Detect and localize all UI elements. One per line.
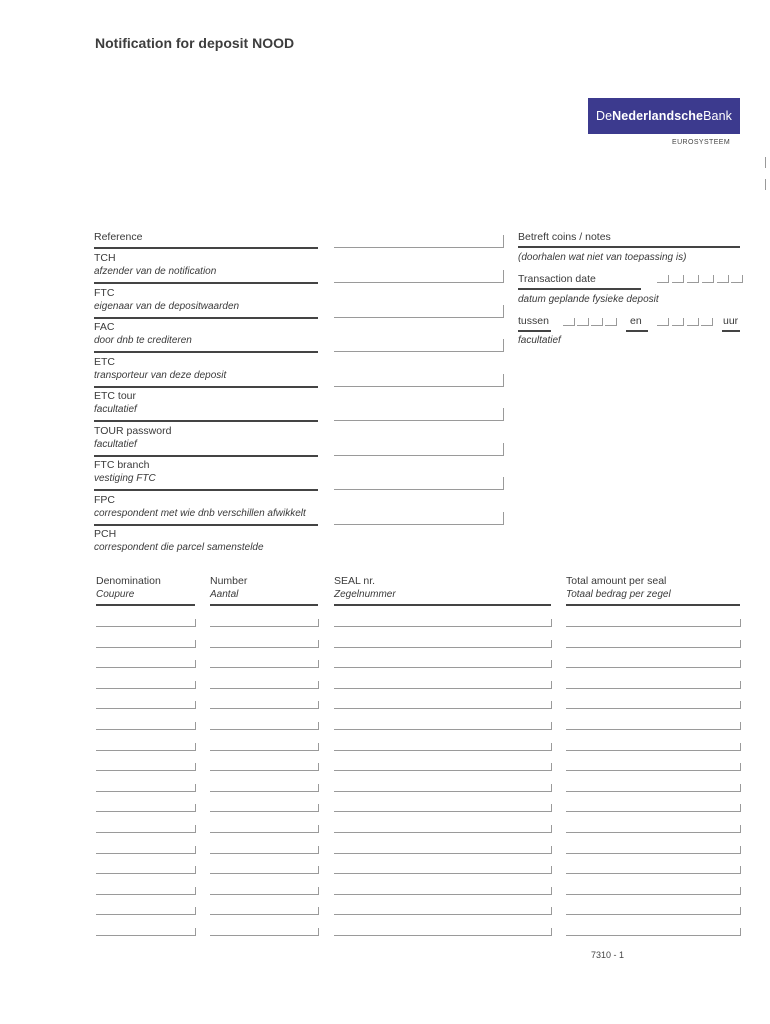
table-cell-input[interactable] bbox=[566, 825, 741, 833]
field-rule bbox=[94, 282, 318, 284]
page-title: Notification for deposit NOOD bbox=[95, 35, 295, 51]
time-digit-box[interactable] bbox=[605, 318, 617, 326]
table-cell-input[interactable] bbox=[96, 804, 196, 812]
field-rule bbox=[94, 489, 318, 491]
input-field[interactable] bbox=[334, 443, 504, 456]
date-digit-box[interactable] bbox=[717, 275, 729, 283]
field-rule bbox=[94, 524, 318, 526]
field-sublabel: facultatief bbox=[94, 404, 137, 415]
time-digit-box[interactable] bbox=[577, 318, 589, 326]
column-header: Denomination bbox=[96, 575, 161, 587]
field-sublabel: vestiging FTC bbox=[94, 473, 156, 484]
date-digit-box[interactable] bbox=[687, 275, 699, 283]
table-cell-input[interactable] bbox=[96, 784, 196, 792]
table-cell-input[interactable] bbox=[210, 701, 319, 709]
table-cell-input[interactable] bbox=[566, 660, 741, 668]
table-cell-input[interactable] bbox=[96, 743, 196, 751]
field-sublabel: afzender van de notification bbox=[94, 266, 217, 277]
field-label: Reference bbox=[94, 231, 143, 243]
table-cell-input[interactable] bbox=[566, 887, 741, 895]
edge-mark bbox=[765, 179, 766, 190]
table-cell-input[interactable] bbox=[210, 846, 319, 854]
column-subheader: Totaal bedrag per zegel bbox=[566, 589, 671, 600]
field-label: ETC bbox=[94, 356, 115, 368]
table-cell-input[interactable] bbox=[96, 640, 196, 648]
field-label: PCH bbox=[94, 528, 117, 540]
table-cell-input[interactable] bbox=[210, 722, 319, 730]
table-cell-input[interactable] bbox=[334, 887, 552, 895]
table-cell-input[interactable] bbox=[566, 846, 741, 854]
transaction-date-rule bbox=[518, 288, 641, 290]
time-digit-box[interactable] bbox=[687, 318, 699, 326]
facultatief-note: facultatief bbox=[518, 335, 561, 346]
table-cell-input[interactable] bbox=[96, 701, 196, 709]
field-label: FTC bbox=[94, 287, 115, 299]
table-cell-input[interactable] bbox=[334, 640, 552, 648]
field-rule bbox=[94, 247, 318, 249]
field-sublabel: eigenaar van de depositwaarden bbox=[94, 301, 240, 312]
time-digit-box[interactable] bbox=[657, 318, 669, 326]
table-cell-input[interactable] bbox=[566, 681, 741, 689]
field-rule bbox=[94, 351, 318, 353]
time-digit-box[interactable] bbox=[701, 318, 713, 326]
table-cell-input[interactable] bbox=[334, 907, 552, 915]
field-rule bbox=[94, 317, 318, 319]
input-field[interactable] bbox=[334, 235, 504, 248]
table-cell-input[interactable] bbox=[96, 660, 196, 668]
table-cell-input[interactable] bbox=[566, 763, 741, 771]
table-cell-input[interactable] bbox=[334, 763, 552, 771]
date-digit-box[interactable] bbox=[702, 275, 714, 283]
table-cell-input[interactable] bbox=[566, 866, 741, 874]
table-cell-input[interactable] bbox=[566, 701, 741, 709]
table-cell-input[interactable] bbox=[566, 640, 741, 648]
table-cell-input[interactable] bbox=[566, 928, 741, 936]
column-rule bbox=[96, 604, 195, 606]
column-subheader: Zegelnummer bbox=[334, 589, 396, 600]
date-digit-box[interactable] bbox=[672, 275, 684, 283]
table-cell-input[interactable] bbox=[96, 681, 196, 689]
table-cell-input[interactable] bbox=[566, 619, 741, 627]
column-header: Number bbox=[210, 575, 248, 587]
table-cell-input[interactable] bbox=[566, 784, 741, 792]
table-cell-input[interactable] bbox=[566, 722, 741, 730]
input-field[interactable] bbox=[334, 374, 504, 387]
table-cell-input[interactable] bbox=[210, 619, 319, 627]
table-cell-input[interactable] bbox=[334, 928, 552, 936]
uur-rule bbox=[722, 330, 740, 332]
field-label: TCH bbox=[94, 252, 116, 264]
field-sublabel: facultatief bbox=[94, 439, 137, 450]
field-label: FPC bbox=[94, 494, 115, 506]
table-cell-input[interactable] bbox=[334, 619, 552, 627]
edge-mark bbox=[765, 157, 766, 168]
eurosysteem-label: EUROSYSTEEM bbox=[672, 139, 731, 146]
table-cell-input[interactable] bbox=[210, 784, 319, 792]
column-rule bbox=[566, 604, 740, 606]
input-field[interactable] bbox=[334, 270, 504, 283]
table-cell-input[interactable] bbox=[566, 743, 741, 751]
field-sublabel: door dnb te crediteren bbox=[94, 335, 192, 346]
table-cell-input[interactable] bbox=[334, 660, 552, 668]
table-cell-input[interactable] bbox=[210, 640, 319, 648]
table-cell-input[interactable] bbox=[566, 804, 741, 812]
input-field[interactable] bbox=[334, 512, 504, 525]
column-header: Total amount per seal bbox=[566, 575, 667, 587]
date-digit-box[interactable] bbox=[731, 275, 743, 283]
table-cell-input[interactable] bbox=[96, 825, 196, 833]
field-label: ETC tour bbox=[94, 390, 137, 402]
tussen-label: tussen bbox=[518, 315, 549, 327]
column-subheader: Coupure bbox=[96, 589, 135, 600]
table-cell-input[interactable] bbox=[96, 846, 196, 854]
table-cell-input[interactable] bbox=[210, 763, 319, 771]
table-cell-input[interactable] bbox=[210, 804, 319, 812]
input-field[interactable] bbox=[334, 408, 504, 421]
table-cell-input[interactable] bbox=[566, 907, 741, 915]
betreft-label: Betreft coins / notes bbox=[518, 231, 611, 243]
table-cell-input[interactable] bbox=[334, 866, 552, 874]
table-cell-input[interactable] bbox=[334, 701, 552, 709]
table-cell-input[interactable] bbox=[96, 763, 196, 771]
date-digit-box[interactable] bbox=[657, 275, 669, 283]
table-cell-input[interactable] bbox=[210, 907, 319, 915]
field-rule bbox=[94, 386, 318, 388]
field-sublabel: correspondent met wie dnb verschillen afwikkelt bbox=[94, 508, 306, 519]
field-label: TOUR password bbox=[94, 425, 172, 437]
table-cell-input[interactable] bbox=[210, 928, 319, 936]
tussen-rule bbox=[518, 330, 551, 332]
field-label: FTC branch bbox=[94, 459, 150, 471]
time-digit-box[interactable] bbox=[672, 318, 684, 326]
table-cell-input[interactable] bbox=[210, 866, 319, 874]
dnb-logo: DeNederlandscheBank bbox=[588, 98, 740, 134]
input-field[interactable] bbox=[334, 339, 504, 352]
uur-label: uur bbox=[723, 315, 739, 327]
field-label: FAC bbox=[94, 321, 115, 333]
table-cell-input[interactable] bbox=[96, 866, 196, 874]
column-rule bbox=[210, 604, 318, 606]
field-sublabel: correspondent die parcel samenstelde bbox=[94, 542, 264, 553]
input-field[interactable] bbox=[334, 477, 504, 490]
field-sublabel: transporteur van deze deposit bbox=[94, 370, 227, 381]
table-cell-input[interactable] bbox=[334, 681, 552, 689]
doorhalen-note: (doorhalen wat niet van toepassing is) bbox=[518, 252, 687, 263]
table-cell-input[interactable] bbox=[334, 743, 552, 751]
input-field[interactable] bbox=[334, 305, 504, 318]
field-rule bbox=[94, 455, 318, 457]
time-digit-box[interactable] bbox=[591, 318, 603, 326]
table-cell-input[interactable] bbox=[334, 846, 552, 854]
betreft-rule bbox=[518, 246, 740, 248]
field-rule bbox=[94, 420, 318, 422]
table-cell-input[interactable] bbox=[210, 743, 319, 751]
transaction-date-label: Transaction date bbox=[518, 273, 596, 285]
table-cell-input[interactable] bbox=[334, 722, 552, 730]
table-cell-input[interactable] bbox=[96, 619, 196, 627]
table-cell-input[interactable] bbox=[334, 804, 552, 812]
en-rule bbox=[626, 330, 648, 332]
table-cell-input[interactable] bbox=[210, 825, 319, 833]
column-header: SEAL nr. bbox=[334, 575, 376, 587]
table-cell-input[interactable] bbox=[96, 722, 196, 730]
table-cell-input[interactable] bbox=[210, 887, 319, 895]
form-code: 7310 - 1 bbox=[591, 950, 625, 960]
table-cell-input[interactable] bbox=[96, 928, 196, 936]
datum-note: datum geplande fysieke deposit bbox=[518, 294, 659, 305]
column-rule bbox=[334, 604, 551, 606]
column-subheader: Aantal bbox=[210, 589, 239, 600]
table-cell-input[interactable] bbox=[96, 907, 196, 915]
table-cell-input[interactable] bbox=[334, 825, 552, 833]
time-digit-box[interactable] bbox=[563, 318, 575, 326]
table-cell-input[interactable] bbox=[96, 887, 196, 895]
en-label: en bbox=[630, 315, 642, 327]
table-cell-input[interactable] bbox=[210, 660, 319, 668]
table-cell-input[interactable] bbox=[210, 681, 319, 689]
table-cell-input[interactable] bbox=[334, 784, 552, 792]
